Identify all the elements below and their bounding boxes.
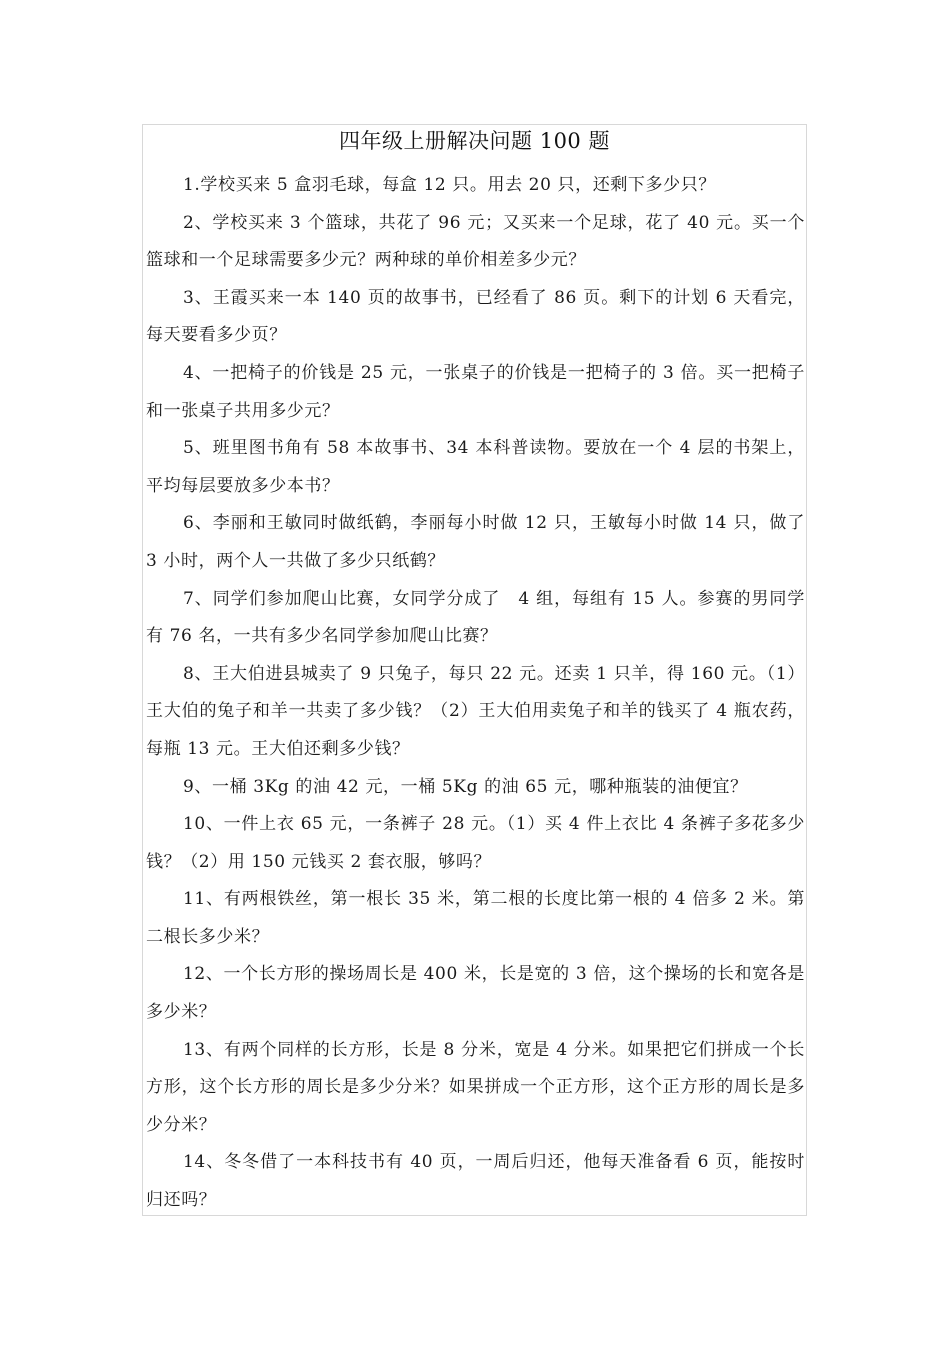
document-title: 四年级上册解决问题 100 题: [339, 129, 610, 153]
problem-1: 1.学校买来 5 盒羽毛球，每盒 12 只。用去 20 只，还剩下多少只？: [183, 175, 716, 195]
problem-13: 13、有两个同样的长方形，长是 8 分米，宽是 4 分米。如果把它们拼成一个长方形，这个长方形的周长是多少分米？如果拼成一个正方形，这个正方形的周长是多少分米？: [146, 1039, 805, 1135]
problem-9: 9、一桶 3Kg 的油 42 元，一桶 5Kg 的油 65 元，哪种瓶装的油便宜？: [183, 776, 748, 797]
problem-5: 5、班里图书角有 58 本故事书、34 本科普读物。要放在一个 4 层的书架上，平均每层要放多少本书？: [146, 438, 805, 496]
problem-6: 6、李丽和王敏同时做纸鹤，李丽每小时做 12 只，王敏每小时做 14 只，做了 3 小时，两个人一共做了多少只纸鹤？: [146, 513, 805, 571]
problem-12: 12、一个长方形的操场周长是 400 米，长是宽的 3 倍，这个操场的长和宽各是多少米？: [146, 964, 805, 1023]
problem-11: 11、有两根铁丝，第一根长 35 米，第二根的长度比第一根的 4 倍多 2 米。第二根长多少米？: [146, 889, 805, 947]
problem-2: 2、学校买来 3 个篮球，共花了 96 元；又买来一个足球，花了 40 元。买一个篮球和一个足球需要多少元？两种球的单价相差多少元？: [146, 212, 805, 271]
problem-10: 10、一件上衣 65 元，一条裤子 28 元。（1）买 4 件上衣比 4 条裤子多花多少钱？（2）用 150 元钱买 2 套衣服，够吗？: [146, 814, 805, 872]
problem-7: 7、同学们参加爬山比赛，女同学分成了 4 组，每组有 15 人。参赛的男同学有 76 名，一共有多少名同学参加爬山比赛？: [146, 588, 805, 647]
problem-14: 14、冬冬借了一本科技书有 40 页，一周后归还，他每天准备看 6 页，能按时归还吗？: [146, 1152, 805, 1211]
problem-list: [146, 167, 805, 1220]
problem-4: 4、一把椅子的价钱是 25 元，一张桌子的价钱是一把椅子的 3 倍。买一把椅子和一张桌子共用多少元？: [146, 362, 805, 421]
problem-3: 3、王霞买来一本 140 页的故事书，已经看了 86 页。剩下的计划 6 天看完，每天要看多少页？: [146, 287, 805, 346]
problem-8: 8、王大伯进县城卖了 9 只兔子，每只 22 元。还卖 1 只羊，得 160 元。（1）王大伯的兔子和羊一共卖了多少钱？（2）王大伯用卖兔子和羊的钱买了 4 瓶农药，每瓶 13 元。王大伯还剩多少钱？: [146, 663, 805, 759]
